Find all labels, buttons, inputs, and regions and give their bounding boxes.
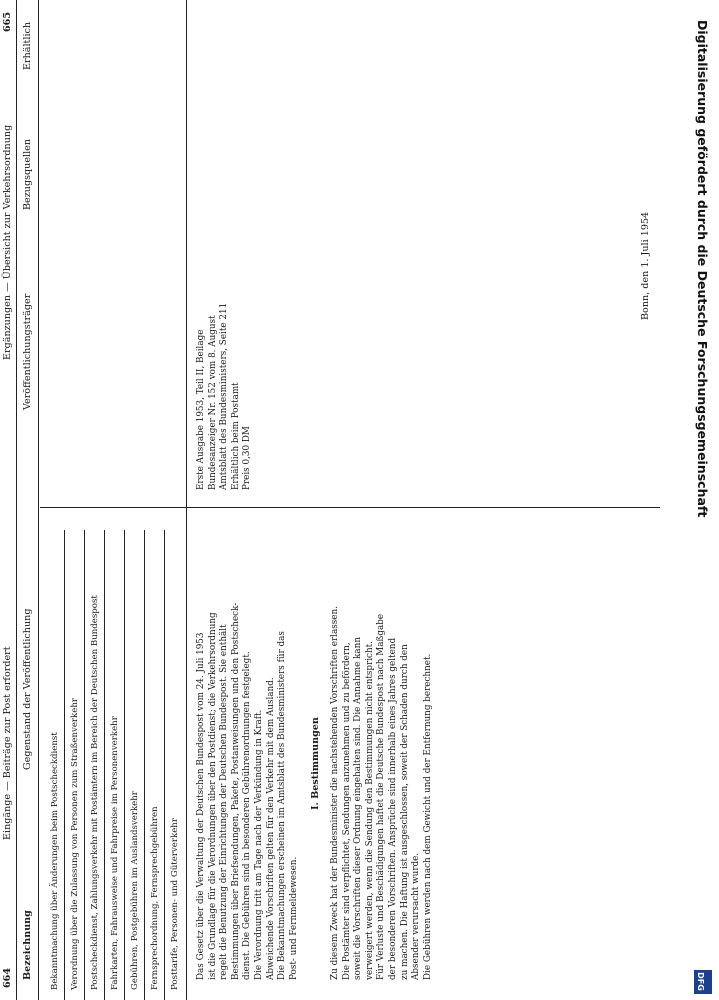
dfg-logo-icon: DFG [694,970,712,994]
header-traeger: Veröffentlichungsträger [22,293,33,410]
row-rule [84,530,85,1000]
right-side-text: Erste Ausgabe 1953, Teil II, Beilage Bundesanzeiger Nr. 152 vom 8. August Amtsblatt des Bundesministers, Seite 211 Erhältlich beim Postamt Preis 0,30 DM [196,302,253,490]
running-head-left: Eingänge — Beiträge zur Post erfordert [2,646,13,840]
header-rule [38,0,39,1000]
table-row: Verordnung über die Zulassung von Personen zum Straßenverkehr [70,698,80,990]
text-column-2: Zu diesem Zweck hat der Bundesminister die nachstehenden Vorschriften erlassen. Die Postämter sind verpflichtet, Sendungen anzunehmen und zu befördern, soweit die Vorschriften dieser Ordnung eingehalten sind. Die Annahme kann verweigert werden, wenn die Sendung den Bestimmungen nicht entspricht. Für Verluste und Beschädigungen haftet die Deutsche Bundespost nach Maßgabe der besonderen Vorschriften. Ansprüche sind innerhalb eines Jahres geltend zu machen. Die Haftung ist ausgeschlossen, soweit der Schaden durch den Absender verursacht wurde. Die Gebühren werden nach dem Gewicht und der Entfernung berechnet. [330,606,433,980]
header-bezug: Bezugsquellen [22,138,33,210]
row-rule [64,530,65,1000]
running-head-right: Ergänzungen — Übersicht zur Verkehrsordnung [2,124,13,360]
text-column-1: Das Gesetz über die Verwaltung der Deutschen Bundespost vom 24. Juli 1953 ist die Grundlage für die Verordnungen über den Postdienst; die Verkehrsordnung regelt die Benutzung der Einrichtungen der Deutschen Bundespost. Sie enthält Bestimmungen über Briefsendungen, Pakete, Postanweisungen und den Postscheck- dienst. Die Gebühren sind in besonderen Gebührenordnungen festgelegt. Die Verordnung tritt am Tage nach der Verkündung in Kraft. Abweichende Vorschriften gelten für den Verkehr mit dem Ausland. Die Bekanntmachungen erscheinen im Amtsblatt des Bundesministers für das Post- und Fernmeldewesen. [196,602,299,980]
row-rule [124,530,125,1000]
section-heading: I. Bestimmungen [310,717,321,810]
row-rule [104,530,105,1000]
table-row: Gebühren, Postgebühren im Auslandsverkehr [130,791,140,990]
row-rule [164,530,165,1000]
bottom-note: Bonn, den 1. Juli 1954 [640,211,651,320]
page-number-left: 664 [2,967,13,988]
table-row: Posttarife, Personen- und Güterverkehr [170,818,180,990]
header-bezeichnung: Bezeichnung [22,910,33,980]
page-number-right: 665 [2,11,13,32]
table-row: Fernsprechordnung, Fernsprechgebühren [150,806,160,990]
header-gegenstand: Gegenstand der Veröffentlichung [22,608,33,770]
table-row: Postscheckdienst, Zahlungsverkehr mit Postämtern im Bereich der Deutschen Bundespost [90,595,100,990]
footer-text: Digitalisierung gefördert durch die Deutsche Forschungsgemeinschaft [695,20,710,518]
gutter-rule [40,507,660,508]
top-rule [16,0,17,1000]
row-rule [144,530,145,1000]
row-rule [186,0,187,1000]
table-row: Bekanntmachung über Änderungen beim Postscheckdienst [50,732,60,990]
footer-strip [686,0,719,1000]
table-row: Fahrkarten, Fahrausweise und Fahrpreise im Personenverkehr [110,716,120,990]
header-erhaeltlich: Erhältlich [22,21,33,70]
